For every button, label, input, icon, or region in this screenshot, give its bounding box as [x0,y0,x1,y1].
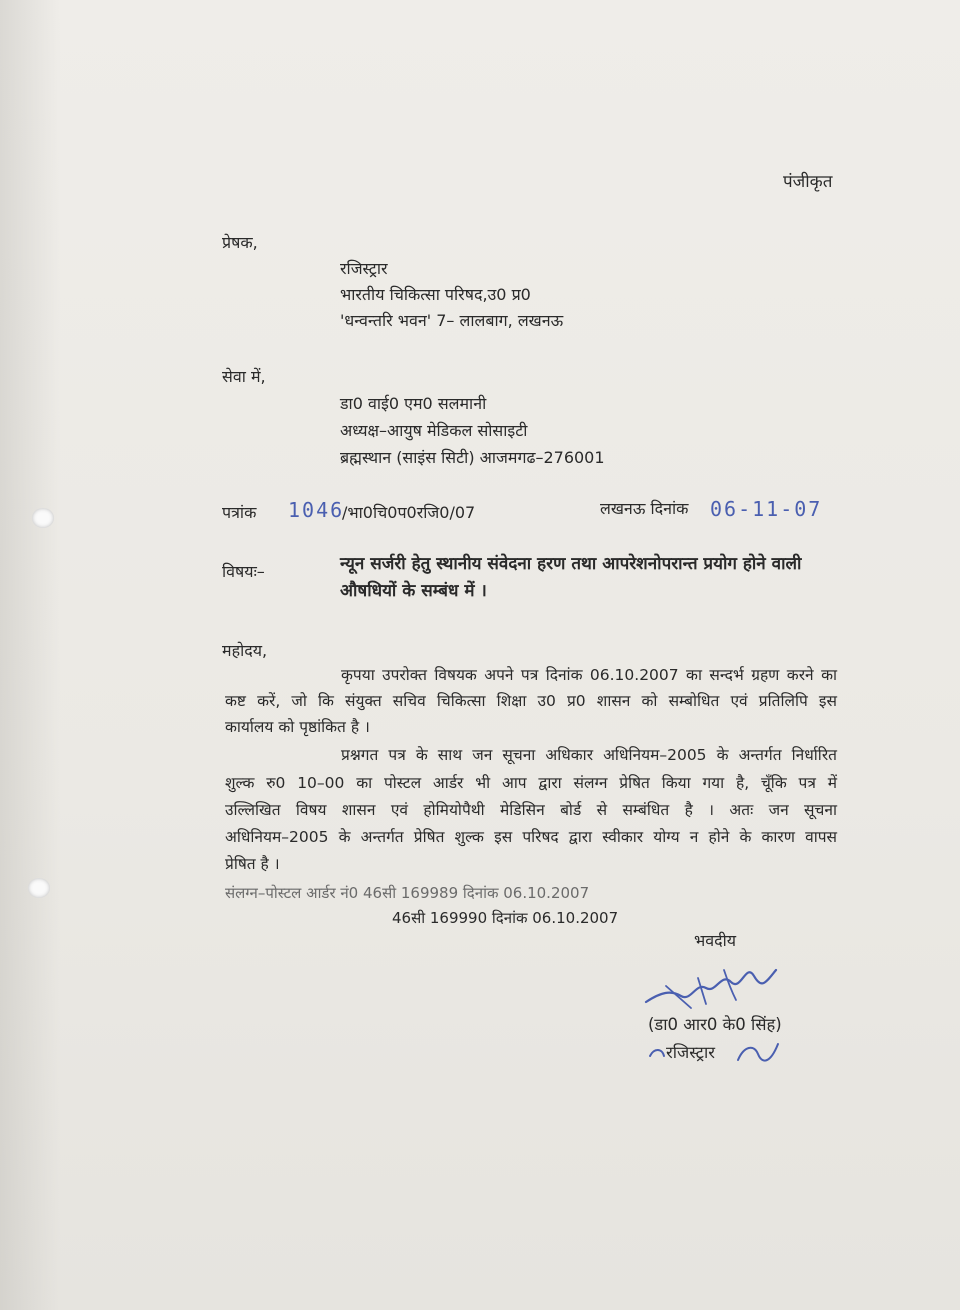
recipient-line-3: ब्रह्मस्थान (साइंस सिटी) आजमगढ–276001 [340,448,605,467]
sender-line-2: भारतीय चिकित्सा परिषद,उ0 प्र0 [340,285,531,304]
enclosure-line-1: संलग्न–पोस्टल आर्डर नं0 46सी 169989 दिनांक 06.10.2007 [225,884,590,902]
punch-hole-bottom [28,878,50,898]
enclosure-line-2: 46सी 169990 दिनांक 06.10.2007 [392,909,619,927]
para2-line-1: प्रश्नगत पत्र के साथ जन सूचना अधिकार अधिनियम–2005 के अन्तर्गत निर्धारित [341,746,837,764]
para2-line-3: उल्लिखित विषय शासन एवं होमियोपैथी मेडिसिन बोर्ड से सम्बंधित है । अतः जन सूचना [225,801,837,819]
signatory-name: (डा0 आर0 के0 सिंह) [648,1015,782,1034]
reference-suffix: /भा0चि0प0रजि0/07 [342,503,476,522]
sender-label: प्रेषक, [222,233,258,252]
para1-line-2: कष्ट करें, जो कि संयुक्त सचिव चिकित्सा शिक्षा उ0 प्र0 शासन को सम्बोधित एवं प्रतिलिपि इस [225,692,837,710]
para2-line-4: अधिनियम–2005 के अन्तर्गत प्रेषित शुल्क इस परिषद द्वारा स्वीकार योग्य न होने के कारण वापस [225,828,837,846]
para1-line-3: कार्यालय को पृष्ठांकित है । [225,718,370,736]
sender-line-3: 'धन्वन्तरि भवन' 7– लालबाग, लखनऊ [340,311,564,330]
recipient-line-2: अध्यक्ष–आयुष मेडिकल सोसाइटी [340,421,528,440]
subject-label: विषयः– [222,562,265,581]
salutation: महोदय, [222,641,268,660]
signature-scribble [636,952,786,1022]
sender-line-1: रजिस्ट्रार [340,259,388,278]
registered-mark: पंजीकृत [783,172,833,192]
recipient-line-1: डा0 वाई0 एम0 सलमानी [340,394,487,413]
reference-number-handwritten: 1046 [288,498,345,522]
signatory-designation: रजिस्ट्रार [666,1043,716,1062]
para2-line-2: शुल्क रु0 10–00 का पोस्टल आर्डर भी आप द्वारा संलग्न प्रेषित किया गया है, चूँकि पत्र में [225,774,837,792]
initials-scribble [646,1038,786,1068]
para2-line-5: प्रेषित है । [225,855,280,873]
closing-yours: भवदीय [694,931,737,950]
date-label: लखनऊ दिनांक [600,499,689,518]
reference-label: पत्रांक [222,503,257,522]
para1-line-1: कृपया उपरोक्त विषयक अपने पत्र दिनांक 06.10.2007 का सन्दर्भ ग्रहण करने का [341,666,837,684]
subject-line-1: न्यून सर्जरी हेतु स्थानीय संवेदना हरण तथा आपरेशनोपरान्त प्रयोग होने वाली [340,554,802,574]
recipient-label: सेवा में, [222,367,266,386]
paper-edge-shadow [0,0,60,1310]
subject-line-2: औषधियों के सम्बंध में । [340,581,487,601]
date-handwritten: 06-11-07 [710,497,823,521]
punch-hole-top [32,508,54,528]
